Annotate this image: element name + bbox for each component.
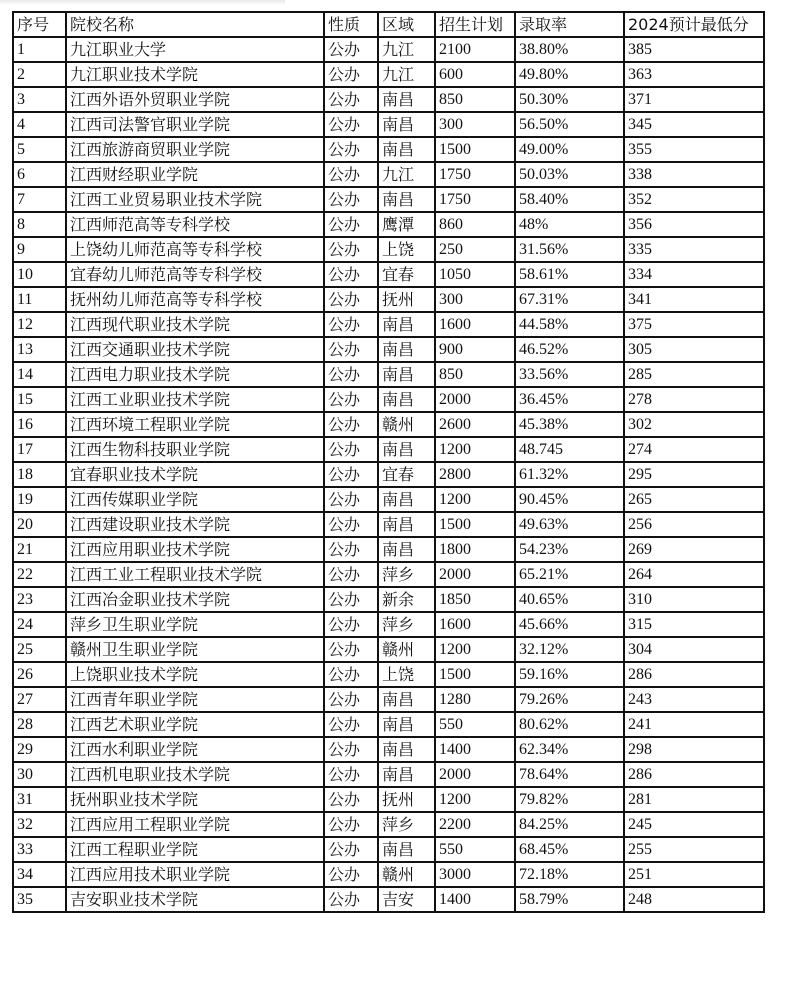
- cell-type: 公办: [324, 662, 378, 687]
- cell-region: 赣州: [378, 637, 435, 662]
- cell-enrollment-plan: 1200: [435, 437, 515, 462]
- cell-admission-rate: 48%: [515, 212, 624, 237]
- cell-enrollment-plan: 1600: [435, 612, 515, 637]
- table-row: [13, 887, 764, 912]
- cell-admission-rate: 50.30%: [515, 87, 624, 112]
- cell-region: 抚州: [378, 787, 435, 812]
- cell-school-name: 江西外语外贸职业学院: [66, 87, 324, 112]
- cell-school-name: 江西司法警官职业学院: [66, 112, 324, 137]
- table-row: [13, 112, 764, 137]
- cell-min-score: 335: [624, 237, 764, 262]
- cell-school-name: 江西冶金职业技术学院: [66, 587, 324, 612]
- cell-region: 南昌: [378, 512, 435, 537]
- cell-enrollment-plan: 1500: [435, 662, 515, 687]
- admission-table: [12, 11, 765, 913]
- cell-type: 公办: [324, 737, 378, 762]
- cell-min-score: 375: [624, 312, 764, 337]
- cell-enrollment-plan: 860: [435, 212, 515, 237]
- cell-min-score: 278: [624, 387, 764, 412]
- cell-admission-rate: 36.45%: [515, 387, 624, 412]
- cell-type: 公办: [324, 687, 378, 712]
- table-row: [13, 262, 764, 287]
- cell-index: 18: [13, 462, 66, 487]
- cell-region: 抚州: [378, 287, 435, 312]
- table-row: [13, 37, 764, 62]
- top-shade: [0, 0, 285, 5]
- table-row: [13, 187, 764, 212]
- cell-region: 萍乡: [378, 812, 435, 837]
- cell-admission-rate: 32.12%: [515, 637, 624, 662]
- cell-admission-rate: 31.56%: [515, 237, 624, 262]
- cell-admission-rate: 58.40%: [515, 187, 624, 212]
- cell-index: 14: [13, 362, 66, 387]
- cell-admission-rate: 68.45%: [515, 837, 624, 862]
- cell-index: 21: [13, 537, 66, 562]
- cell-school-name: 江西电力职业技术学院: [66, 362, 324, 387]
- cell-region: 南昌: [378, 312, 435, 337]
- cell-admission-rate: 80.62%: [515, 712, 624, 737]
- cell-region: 南昌: [378, 437, 435, 462]
- cell-admission-rate: 78.64%: [515, 762, 624, 787]
- cell-admission-rate: 45.38%: [515, 412, 624, 437]
- table-row: [13, 487, 764, 512]
- cell-admission-rate: 49.00%: [515, 137, 624, 162]
- cell-index: 12: [13, 312, 66, 337]
- table-row: [13, 662, 764, 687]
- cell-enrollment-plan: 250: [435, 237, 515, 262]
- cell-region: 上饶: [378, 237, 435, 262]
- cell-region: 南昌: [378, 137, 435, 162]
- cell-enrollment-plan: 300: [435, 287, 515, 312]
- cell-region: 南昌: [378, 112, 435, 137]
- cell-admission-rate: 58.79%: [515, 887, 624, 912]
- cell-min-score: 295: [624, 462, 764, 487]
- cell-enrollment-plan: 850: [435, 362, 515, 387]
- cell-type: 公办: [324, 362, 378, 387]
- cell-region: 萍乡: [378, 612, 435, 637]
- cell-enrollment-plan: 1050: [435, 262, 515, 287]
- cell-school-name: 江西工业职业技术学院: [66, 387, 324, 412]
- cell-region: 南昌: [378, 387, 435, 412]
- cell-school-name: 赣州卫生职业学院: [66, 637, 324, 662]
- cell-region: 南昌: [378, 362, 435, 387]
- table-row: [13, 737, 764, 762]
- cell-min-score: 286: [624, 762, 764, 787]
- cell-admission-rate: 49.63%: [515, 512, 624, 537]
- table-row: [13, 137, 764, 162]
- cell-index: 5: [13, 137, 66, 162]
- cell-enrollment-plan: 1600: [435, 312, 515, 337]
- cell-admission-rate: 79.82%: [515, 787, 624, 812]
- cell-admission-rate: 90.45%: [515, 487, 624, 512]
- cell-type: 公办: [324, 787, 378, 812]
- cell-min-score: 269: [624, 537, 764, 562]
- cell-index: 3: [13, 87, 66, 112]
- cell-region: 南昌: [378, 737, 435, 762]
- cell-index: 17: [13, 437, 66, 462]
- cell-school-name: 上饶职业技术学院: [66, 662, 324, 687]
- cell-admission-rate: 50.03%: [515, 162, 624, 187]
- cell-enrollment-plan: 1200: [435, 787, 515, 812]
- cell-index: 34: [13, 862, 66, 887]
- cell-school-name: 江西机电职业技术学院: [66, 762, 324, 787]
- header-enrollment-plan: 招生计划: [435, 12, 515, 37]
- table-body: [13, 37, 764, 912]
- cell-enrollment-plan: 1850: [435, 587, 515, 612]
- table-row: [13, 812, 764, 837]
- cell-admission-rate: 79.26%: [515, 687, 624, 712]
- cell-region: 九江: [378, 62, 435, 87]
- cell-enrollment-plan: 1750: [435, 187, 515, 212]
- cell-min-score: 264: [624, 562, 764, 587]
- cell-admission-rate: 46.52%: [515, 337, 624, 362]
- cell-type: 公办: [324, 587, 378, 612]
- header-index: 序号: [13, 12, 66, 37]
- cell-index: 7: [13, 187, 66, 212]
- cell-school-name: 江西工程职业学院: [66, 837, 324, 862]
- table-row: [13, 762, 764, 787]
- header-row: [13, 12, 764, 37]
- cell-region: 赣州: [378, 862, 435, 887]
- cell-school-name: 吉安职业技术学院: [66, 887, 324, 912]
- cell-school-name: 江西财经职业学院: [66, 162, 324, 187]
- table-row: [13, 62, 764, 87]
- cell-min-score: 265: [624, 487, 764, 512]
- table-row: [13, 587, 764, 612]
- cell-min-score: 286: [624, 662, 764, 687]
- table-row: [13, 337, 764, 362]
- cell-enrollment-plan: 600: [435, 62, 515, 87]
- header-type: 性质: [324, 12, 378, 37]
- cell-index: 11: [13, 287, 66, 312]
- cell-admission-rate: 59.16%: [515, 662, 624, 687]
- table-row: [13, 512, 764, 537]
- cell-school-name: 抚州职业技术学院: [66, 787, 324, 812]
- cell-enrollment-plan: 2200: [435, 812, 515, 837]
- cell-type: 公办: [324, 387, 378, 412]
- table-row: [13, 537, 764, 562]
- cell-index: 33: [13, 837, 66, 862]
- cell-min-score: 371: [624, 87, 764, 112]
- cell-min-score: 338: [624, 162, 764, 187]
- cell-min-score: 345: [624, 112, 764, 137]
- cell-region: 鹰潭: [378, 212, 435, 237]
- cell-enrollment-plan: 1400: [435, 887, 515, 912]
- table-row: [13, 237, 764, 262]
- cell-type: 公办: [324, 87, 378, 112]
- cell-type: 公办: [324, 512, 378, 537]
- cell-enrollment-plan: 1200: [435, 487, 515, 512]
- cell-index: 31: [13, 787, 66, 812]
- cell-admission-rate: 62.34%: [515, 737, 624, 762]
- cell-admission-rate: 49.80%: [515, 62, 624, 87]
- cell-min-score: 385: [624, 37, 764, 62]
- cell-index: 23: [13, 587, 66, 612]
- cell-index: 32: [13, 812, 66, 837]
- table-row: [13, 687, 764, 712]
- cell-index: 35: [13, 887, 66, 912]
- cell-region: 南昌: [378, 837, 435, 862]
- cell-enrollment-plan: 1280: [435, 687, 515, 712]
- cell-index: 1: [13, 37, 66, 62]
- cell-region: 南昌: [378, 337, 435, 362]
- cell-region: 宜春: [378, 462, 435, 487]
- cell-index: 26: [13, 662, 66, 687]
- table-row: [13, 212, 764, 237]
- cell-min-score: 356: [624, 212, 764, 237]
- cell-min-score: 255: [624, 837, 764, 862]
- cell-min-score: 363: [624, 62, 764, 87]
- cell-admission-rate: 61.32%: [515, 462, 624, 487]
- cell-type: 公办: [324, 37, 378, 62]
- cell-school-name: 江西青年职业学院: [66, 687, 324, 712]
- cell-min-score: 285: [624, 362, 764, 387]
- header-min-score-2024: 2024预计最低分: [624, 12, 764, 37]
- cell-school-name: 江西工业贸易职业技术学院: [66, 187, 324, 212]
- cell-admission-rate: 65.21%: [515, 562, 624, 587]
- cell-school-name: 抚州幼儿师范高等专科学校: [66, 287, 324, 312]
- cell-school-name: 萍乡卫生职业学院: [66, 612, 324, 637]
- cell-type: 公办: [324, 112, 378, 137]
- cell-region: 南昌: [378, 762, 435, 787]
- cell-enrollment-plan: 1750: [435, 162, 515, 187]
- cell-region: 萍乡: [378, 562, 435, 587]
- cell-school-name: 江西环境工程职业学院: [66, 412, 324, 437]
- cell-school-name: 江西应用职业技术学院: [66, 537, 324, 562]
- cell-index: 15: [13, 387, 66, 412]
- cell-school-name: 江西建设职业技术学院: [66, 512, 324, 537]
- cell-enrollment-plan: 2100: [435, 37, 515, 62]
- cell-school-name: 江西艺术职业学院: [66, 712, 324, 737]
- cell-min-score: 310: [624, 587, 764, 612]
- cell-enrollment-plan: 850: [435, 87, 515, 112]
- cell-admission-rate: 56.50%: [515, 112, 624, 137]
- cell-index: 30: [13, 762, 66, 787]
- cell-min-score: 298: [624, 737, 764, 762]
- cell-type: 公办: [324, 487, 378, 512]
- cell-type: 公办: [324, 212, 378, 237]
- cell-type: 公办: [324, 762, 378, 787]
- cell-type: 公办: [324, 887, 378, 912]
- cell-min-score: 251: [624, 862, 764, 887]
- cell-enrollment-plan: 2800: [435, 462, 515, 487]
- cell-index: 24: [13, 612, 66, 637]
- cell-school-name: 江西工业工程职业技术学院: [66, 562, 324, 587]
- cell-school-name: 江西生物科技职业学院: [66, 437, 324, 462]
- cell-admission-rate: 84.25%: [515, 812, 624, 837]
- cell-min-score: 274: [624, 437, 764, 462]
- cell-type: 公办: [324, 812, 378, 837]
- cell-min-score: 245: [624, 812, 764, 837]
- cell-school-name: 宜春职业技术学院: [66, 462, 324, 487]
- cell-admission-rate: 40.65%: [515, 587, 624, 612]
- cell-admission-rate: 33.56%: [515, 362, 624, 387]
- cell-type: 公办: [324, 562, 378, 587]
- cell-type: 公办: [324, 187, 378, 212]
- cell-school-name: 江西交通职业技术学院: [66, 337, 324, 362]
- cell-index: 27: [13, 687, 66, 712]
- table-row: [13, 637, 764, 662]
- cell-min-score: 341: [624, 287, 764, 312]
- cell-type: 公办: [324, 237, 378, 262]
- cell-type: 公办: [324, 537, 378, 562]
- header-school-name: 院校名称: [66, 12, 324, 37]
- cell-type: 公办: [324, 462, 378, 487]
- cell-school-name: 江西师范高等专科学校: [66, 212, 324, 237]
- table-row: [13, 312, 764, 337]
- table-row: [13, 462, 764, 487]
- cell-min-score: 241: [624, 712, 764, 737]
- cell-region: 南昌: [378, 712, 435, 737]
- cell-index: 2: [13, 62, 66, 87]
- header-admission-rate: 录取率: [515, 12, 624, 37]
- cell-school-name: 江西旅游商贸职业学院: [66, 137, 324, 162]
- cell-enrollment-plan: 1800: [435, 537, 515, 562]
- cell-min-score: 334: [624, 262, 764, 287]
- header-region: 区域: [378, 12, 435, 37]
- cell-min-score: 256: [624, 512, 764, 537]
- cell-type: 公办: [324, 312, 378, 337]
- table-row: [13, 362, 764, 387]
- cell-enrollment-plan: 1500: [435, 137, 515, 162]
- cell-school-name: 九江职业技术学院: [66, 62, 324, 87]
- cell-min-score: 302: [624, 412, 764, 437]
- cell-region: 南昌: [378, 487, 435, 512]
- cell-admission-rate: 72.18%: [515, 862, 624, 887]
- cell-admission-rate: 45.66%: [515, 612, 624, 637]
- cell-region: 九江: [378, 37, 435, 62]
- cell-enrollment-plan: 2000: [435, 562, 515, 587]
- cell-min-score: 304: [624, 637, 764, 662]
- table-row: [13, 387, 764, 412]
- cell-min-score: 281: [624, 787, 764, 812]
- cell-type: 公办: [324, 162, 378, 187]
- table-row: [13, 862, 764, 887]
- cell-type: 公办: [324, 262, 378, 287]
- cell-min-score: 315: [624, 612, 764, 637]
- cell-enrollment-plan: 550: [435, 712, 515, 737]
- cell-min-score: 248: [624, 887, 764, 912]
- cell-type: 公办: [324, 412, 378, 437]
- cell-school-name: 江西水利职业学院: [66, 737, 324, 762]
- cell-type: 公办: [324, 62, 378, 87]
- cell-enrollment-plan: 300: [435, 112, 515, 137]
- cell-type: 公办: [324, 137, 378, 162]
- cell-region: 吉安: [378, 887, 435, 912]
- cell-admission-rate: 67.31%: [515, 287, 624, 312]
- cell-region: 南昌: [378, 537, 435, 562]
- cell-region: 九江: [378, 162, 435, 187]
- cell-type: 公办: [324, 287, 378, 312]
- cell-region: 南昌: [378, 187, 435, 212]
- cell-index: 10: [13, 262, 66, 287]
- cell-type: 公办: [324, 612, 378, 637]
- cell-index: 4: [13, 112, 66, 137]
- cell-enrollment-plan: 1200: [435, 637, 515, 662]
- cell-region: 赣州: [378, 412, 435, 437]
- cell-school-name: 九江职业大学: [66, 37, 324, 62]
- cell-index: 13: [13, 337, 66, 362]
- cell-region: 宜春: [378, 262, 435, 287]
- cell-enrollment-plan: 550: [435, 837, 515, 862]
- cell-region: 新余: [378, 587, 435, 612]
- cell-enrollment-plan: 3000: [435, 862, 515, 887]
- table-row: [13, 162, 764, 187]
- cell-type: 公办: [324, 437, 378, 462]
- cell-index: 20: [13, 512, 66, 537]
- table-row: [13, 287, 764, 312]
- cell-index: 6: [13, 162, 66, 187]
- cell-min-score: 243: [624, 687, 764, 712]
- cell-index: 19: [13, 487, 66, 512]
- cell-type: 公办: [324, 712, 378, 737]
- cell-enrollment-plan: 2600: [435, 412, 515, 437]
- cell-index: 16: [13, 412, 66, 437]
- cell-enrollment-plan: 1500: [435, 512, 515, 537]
- table-row: [13, 412, 764, 437]
- cell-min-score: 305: [624, 337, 764, 362]
- cell-type: 公办: [324, 837, 378, 862]
- table-row: [13, 437, 764, 462]
- cell-region: 上饶: [378, 662, 435, 687]
- cell-min-score: 352: [624, 187, 764, 212]
- cell-school-name: 江西应用技术职业学院: [66, 862, 324, 887]
- cell-type: 公办: [324, 862, 378, 887]
- cell-min-score: 355: [624, 137, 764, 162]
- cell-region: 南昌: [378, 87, 435, 112]
- cell-type: 公办: [324, 337, 378, 362]
- cell-enrollment-plan: 2000: [435, 762, 515, 787]
- cell-admission-rate: 38.80%: [515, 37, 624, 62]
- cell-school-name: 宜春幼儿师范高等专科学校: [66, 262, 324, 287]
- cell-type: 公办: [324, 637, 378, 662]
- cell-admission-rate: 48.745: [515, 437, 624, 462]
- table-row: [13, 87, 764, 112]
- table-row: [13, 612, 764, 637]
- cell-index: 8: [13, 212, 66, 237]
- cell-school-name: 江西现代职业技术学院: [66, 312, 324, 337]
- cell-index: 9: [13, 237, 66, 262]
- cell-admission-rate: 44.58%: [515, 312, 624, 337]
- cell-admission-rate: 58.61%: [515, 262, 624, 287]
- cell-index: 22: [13, 562, 66, 587]
- cell-school-name: 上饶幼儿师范高等专科学校: [66, 237, 324, 262]
- cell-enrollment-plan: 1400: [435, 737, 515, 762]
- cell-school-name: 江西传媒职业学院: [66, 487, 324, 512]
- table-row: [13, 787, 764, 812]
- table-row: [13, 562, 764, 587]
- table-row: [13, 712, 764, 737]
- cell-school-name: 江西应用工程职业学院: [66, 812, 324, 837]
- cell-index: 25: [13, 637, 66, 662]
- cell-enrollment-plan: 2000: [435, 387, 515, 412]
- cell-index: 29: [13, 737, 66, 762]
- cell-region: 南昌: [378, 687, 435, 712]
- cell-enrollment-plan: 900: [435, 337, 515, 362]
- cell-admission-rate: 54.23%: [515, 537, 624, 562]
- cell-index: 28: [13, 712, 66, 737]
- table-row: [13, 837, 764, 862]
